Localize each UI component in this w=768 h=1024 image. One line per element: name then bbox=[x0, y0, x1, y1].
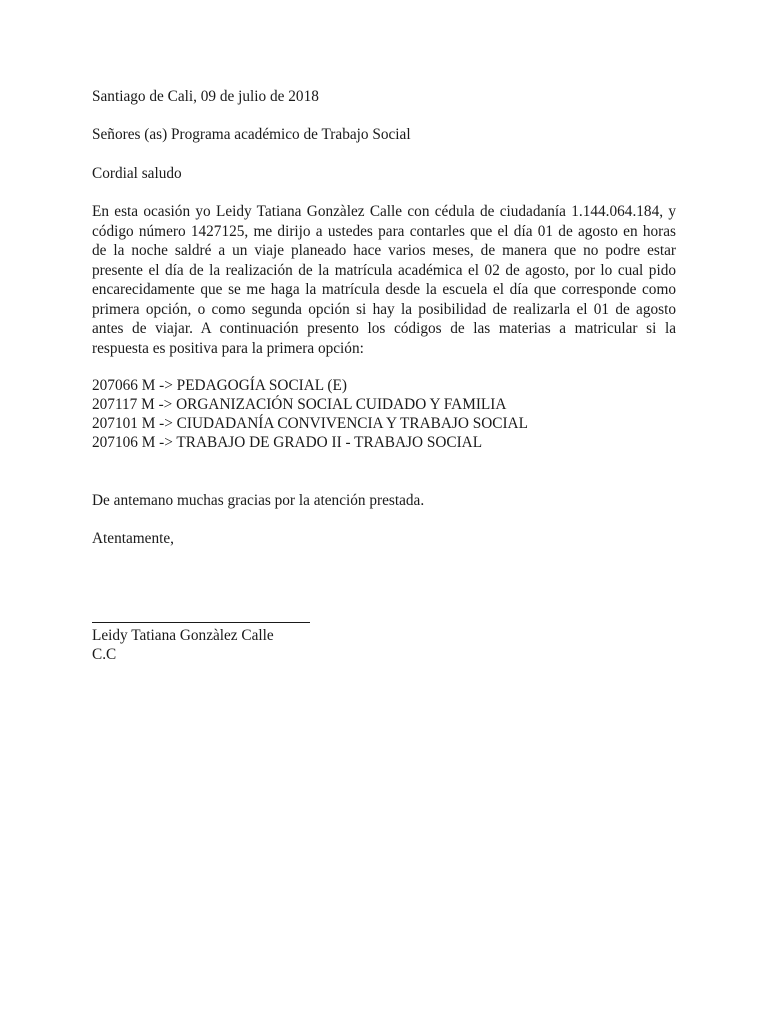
course-item: 207117 M -> ORGANIZACIÓN SOCIAL CUIDADO Y FAMILIA bbox=[92, 396, 507, 413]
body-paragraph bbox=[92, 202, 676, 358]
greeting: Cordial saludo bbox=[92, 165, 182, 182]
body-line: En esta ocasión yo Leidy Tatiana Gonzàlez Calle con cédula de ciudadanía 1.144.064.184, y bbox=[92, 203, 676, 220]
body-line: primera opción, o como segunda opción si hay la posibilidad de realizarla el 01 de agosto bbox=[92, 300, 676, 318]
place-date: Santiago de Cali, 09 de julio de 2018 bbox=[92, 88, 319, 105]
closing: Atentamente, bbox=[92, 530, 174, 547]
signature-id: C.C bbox=[92, 646, 117, 663]
body-line: antes de viajar. A continuación presento los códigos de las materias a matricular si la bbox=[92, 320, 676, 337]
course-item: 207101 M -> CIUDADANÍA CONVIVENCIA Y TRABAJO SOCIAL bbox=[92, 415, 528, 432]
signature-name: Leidy Tatiana Gonzàlez Calle bbox=[92, 627, 274, 644]
course-item: 207106 M -> TRABAJO DE GRADO II - TRABAJO SOCIAL bbox=[92, 434, 483, 451]
recipient: Señores (as) Programa académico de Trabajo Social bbox=[92, 126, 411, 143]
body-line: presente el día de la realización de la matrícula académica el 02 de agosto, por lo cual pido bbox=[92, 261, 676, 279]
body-line: código número 1427125, me dirijo a ustedes para contarles que el día 01 de agosto en horas bbox=[92, 222, 676, 240]
thanks-line: De antemano muchas gracias por la atención prestada. bbox=[92, 492, 425, 509]
body-line: de la noche saldré a un viaje planeado hace varios meses, de manera que no podre estar bbox=[92, 242, 676, 259]
body-line: respuesta es positiva para la primera opción: bbox=[92, 339, 364, 357]
signature-line bbox=[92, 622, 310, 623]
course-item: 207066 M -> PEDAGOGÍA SOCIAL (E) bbox=[92, 377, 347, 394]
body-line: encarecidamente que se me haga la matrícula desde la escuela el día que corresponde como bbox=[92, 281, 676, 298]
